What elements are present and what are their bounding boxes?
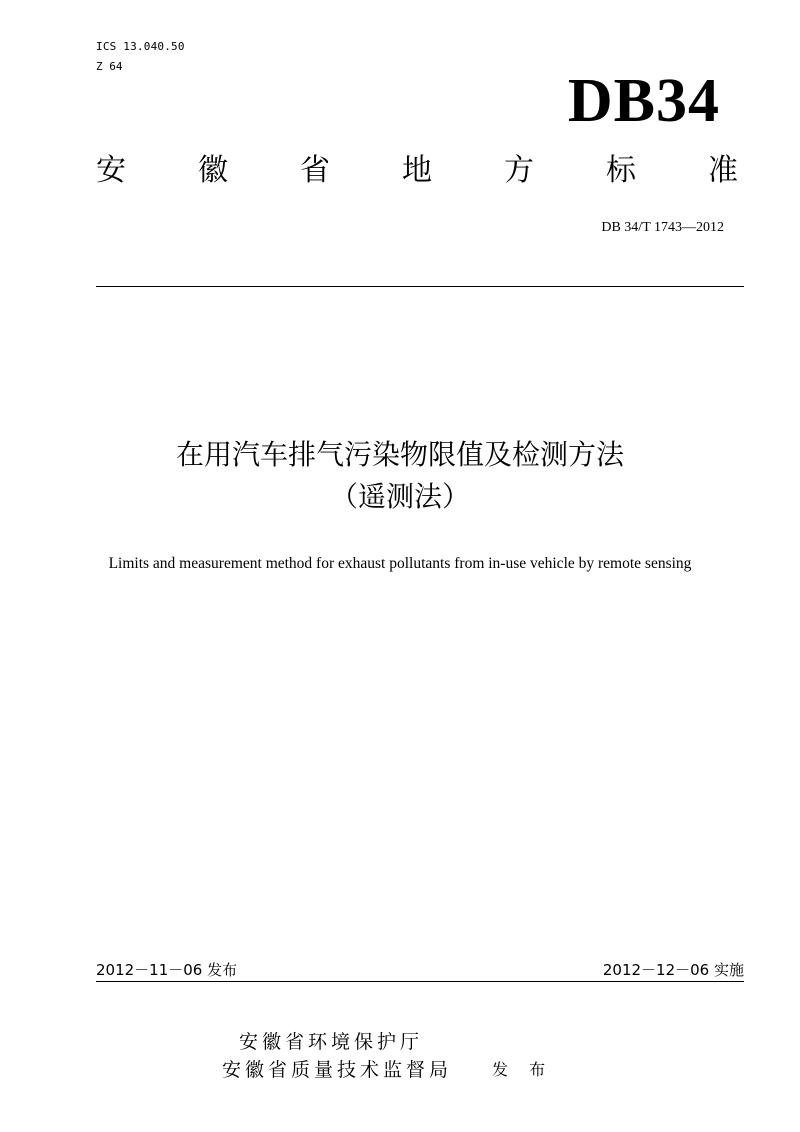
date-bar <box>96 960 744 982</box>
standard-type-char: 安 <box>96 153 126 188</box>
standard-type-char: 标 <box>606 153 636 188</box>
issuer-environment-dept: 安徽省环境保护厅 <box>239 1031 424 1053</box>
standard-type-char: 准 <box>708 153 738 188</box>
date-divider <box>96 981 744 982</box>
header-divider <box>96 286 744 287</box>
standard-type-char: 方 <box>504 153 534 188</box>
chinese-title <box>0 434 800 518</box>
standard-type-char: 徽 <box>198 153 228 188</box>
standard-type-char: 地 <box>402 153 432 188</box>
chinese-title-line2: （遥测法） <box>329 480 470 513</box>
classification-code: Z 64 <box>96 60 123 73</box>
publish-label: 发 布 <box>492 1060 554 1079</box>
standard-type <box>96 153 738 188</box>
standard-number: DB 34/T 1743—2012 <box>601 220 724 235</box>
issuers <box>222 1028 553 1084</box>
ics-code: ICS 13.040.50 <box>96 40 185 53</box>
standard-code: DB34 <box>567 67 720 135</box>
issue-date: 2012－11－06 发布 <box>96 961 238 979</box>
standard-type-char: 省 <box>300 153 330 188</box>
chinese-title-line1: 在用汽车排气污染物限值及检测方法 <box>175 438 624 471</box>
implement-date: 2012－12－06 实施 <box>602 961 744 979</box>
english-title: Limits and measurement method for exhaust pollutants from in-use vehicle by remote sensing <box>108 555 692 572</box>
issuer-quality-bureau: 安徽省质量技术监督局 <box>222 1059 453 1081</box>
